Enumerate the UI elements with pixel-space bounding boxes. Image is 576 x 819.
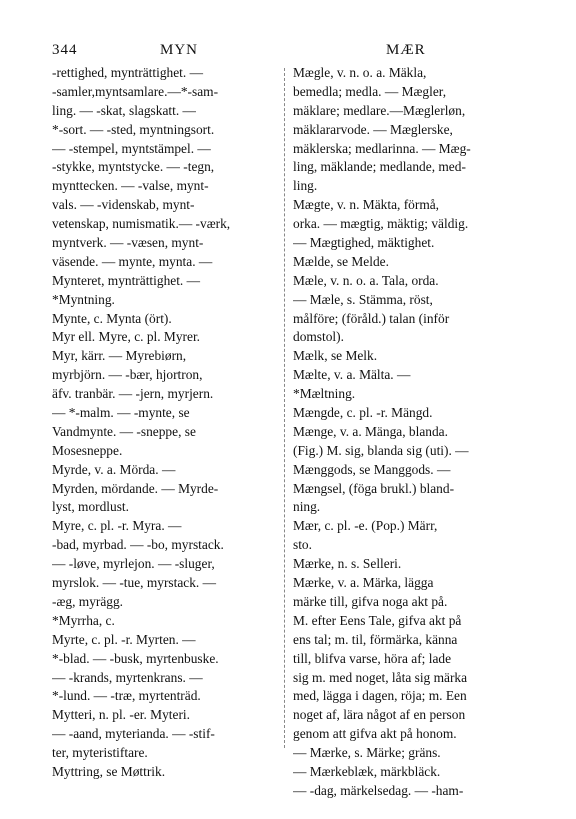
column-divider <box>284 68 285 748</box>
entry-line: — -aand, myterianda. — -stif- <box>52 726 215 742</box>
entry-line: Mægle, v. n. o. a. Mäkla, <box>293 65 427 80</box>
entry-line: *Myrrha, c. <box>52 612 115 628</box>
entry-line: myrslok. — -tue, myrstack. — <box>52 575 217 591</box>
entry-line: myrbjörn. — -bær, hjortron, <box>52 367 203 383</box>
entry-line: Myrte, c. pl. -r. Myrten. — <box>52 631 196 647</box>
entry-line: orka. — mægtig, mäktig; väldig. <box>293 216 469 232</box>
entry-line: ter, myteristiftare. <box>52 745 148 761</box>
entry-line: Mægte, v. n. Mäkta, förmå, <box>293 197 440 213</box>
entry-line: mäklerska; medlarinna. — Mæg- <box>293 140 471 156</box>
entry-line: — -dag, märkelsedag. — -ham- <box>293 782 464 798</box>
entry-line: *-blad. — -busk, myrtenbuske. <box>52 650 219 666</box>
left-guide-word: MYN <box>160 42 199 58</box>
running-header <box>0 34 576 64</box>
entry-line: — *-malm. — -mynte, se <box>52 405 190 421</box>
entry-line: mynttecken. — -valse, mynt- <box>52 178 209 194</box>
entry-line: till, blifva varse, höra af; lade <box>293 650 452 666</box>
entry-line: Mæle, v. n. o. a. Tala, orda. <box>293 272 439 288</box>
entry-line: lyst, mordlust. <box>52 499 130 515</box>
entry-line: (Fig.) M. sig, blanda sig (uti). — <box>293 442 469 458</box>
entry-line: märke till, gifva noga akt på. <box>293 593 448 609</box>
entry-line: *Mæltning. <box>293 386 356 402</box>
right-guide-word: MÆR <box>386 42 426 58</box>
entry-line: — Mærkeblæk, märkbläck. <box>293 763 441 779</box>
entry-line: — Mærke, s. Märke; gräns. <box>293 745 441 761</box>
left-column <box>52 64 283 782</box>
entry-line: mäklare; medlare.—Mæglerløn, <box>293 102 466 118</box>
entry-line: ens tal; m. til, förmärka, känna <box>293 631 458 647</box>
entry-line: Myrde, v. a. Mörda. — <box>52 461 176 477</box>
entry-line: Mængde, c. pl. -r. Mängd. <box>293 405 433 421</box>
entry-line: vals. — -videnskab, mynt- <box>52 197 195 213</box>
page-number: 344 <box>52 42 78 58</box>
right-column <box>293 64 527 801</box>
entry-line: myntverk. — -væsen, mynt- <box>52 235 204 251</box>
entry-line: — Mægtighed, mäktighet. <box>293 235 435 251</box>
entry-line: — -stempel, myntstämpel. — <box>52 140 211 156</box>
entry-line: målföre; (föråld.) talan (inför <box>293 310 450 326</box>
entry-line: M. efter Eens Tale, gifva akt på <box>293 612 462 628</box>
entry-line: *Myntning. <box>52 291 115 307</box>
entry-line: Vandmynte. — -sneppe, se <box>52 423 196 439</box>
entry-line: Mosesneppe. <box>52 442 123 458</box>
entry-line: *-sort. — -sted, myntningsort. <box>52 121 215 137</box>
entry-line: ling. — -skat, slagskatt. — <box>52 102 196 118</box>
entry-line: sig m. med noget, låta sig märka <box>293 669 468 685</box>
entry-line: Mynteret, mynträttighet. — <box>52 272 201 288</box>
entry-line: Mælk, se Melk. <box>293 348 378 364</box>
entry-line: Mær, c. pl. -e. (Pop.) Märr, <box>293 518 438 534</box>
entry-line: med, lägga i dagen, röja; m. Een <box>293 688 467 704</box>
entry-line: *-lund. — -træ, myrtenträd. <box>52 688 201 704</box>
entry-line: domstol). <box>293 329 344 345</box>
entry-line: -bad, myrbad. — -bo, myrstack. <box>52 537 224 553</box>
entry-line: ling, mäklande; medlande, med- <box>293 159 466 175</box>
entry-line: Mynte, c. Mynta (ört). <box>52 310 172 326</box>
entry-line: -stykke, myntstycke. — -tegn, <box>52 159 215 175</box>
entry-line: bemedla; medla. — Mægler, <box>293 83 447 99</box>
entry-line: -æg, myrägg. <box>52 593 124 609</box>
entry-line: Myre, c. pl. -r. Myra. — <box>52 518 182 534</box>
entry-line: — -krands, myrtenkrans. — <box>52 669 203 685</box>
entry-line: -samler,myntsamlare.—*-sam- <box>52 83 219 99</box>
entry-line: ning. <box>293 499 321 515</box>
entry-line: mäklararvode. — Mæglerske, <box>293 121 453 137</box>
entry-line: Mærke, n. s. Selleri. <box>293 556 402 572</box>
entry-line: -rettighed, mynträttighet. — <box>52 65 203 80</box>
entry-line: — Mæle, s. Stämma, röst, <box>293 291 433 307</box>
entry-line: Mænggods, se Manggods. — <box>293 461 451 477</box>
entry-line: genom att gifva akt på honom. <box>293 726 457 742</box>
entry-line: noget af, lära något af en person <box>293 707 466 723</box>
entry-line: Mælte, v. a. Mälta. — <box>293 367 411 383</box>
entry-line: Myr ell. Myre, c. pl. Myrer. <box>52 329 201 345</box>
entry-line: vetenskap, numismatik.— -værk, <box>52 216 231 232</box>
entry-line: Mænge, v. a. Mänga, blanda. <box>293 423 448 439</box>
entry-line: Myr, kärr. — Myrebiørn, <box>52 348 187 364</box>
entry-line: äfv. tranbär. — -jern, myrjern. <box>52 386 214 402</box>
entry-line: Myttring, se Møttrik. <box>52 763 166 779</box>
entry-line: Mælde, se Melde. <box>293 253 389 269</box>
entry-line: Myrden, mördande. — Myrde- <box>52 480 219 496</box>
entry-line: väsende. — mynte, mynta. — <box>52 253 213 269</box>
entry-line: ling. <box>293 178 318 194</box>
entry-line: sto. <box>293 537 312 553</box>
entry-line: Mytteri, n. pl. -er. Myteri. <box>52 707 190 723</box>
entry-line: Mærke, v. a. Märka, lägga <box>293 575 434 591</box>
entry-line: Mængsel, (föga brukl.) bland- <box>293 480 455 496</box>
entry-line: — -løve, myrlejon. — -sluger, <box>52 556 215 572</box>
